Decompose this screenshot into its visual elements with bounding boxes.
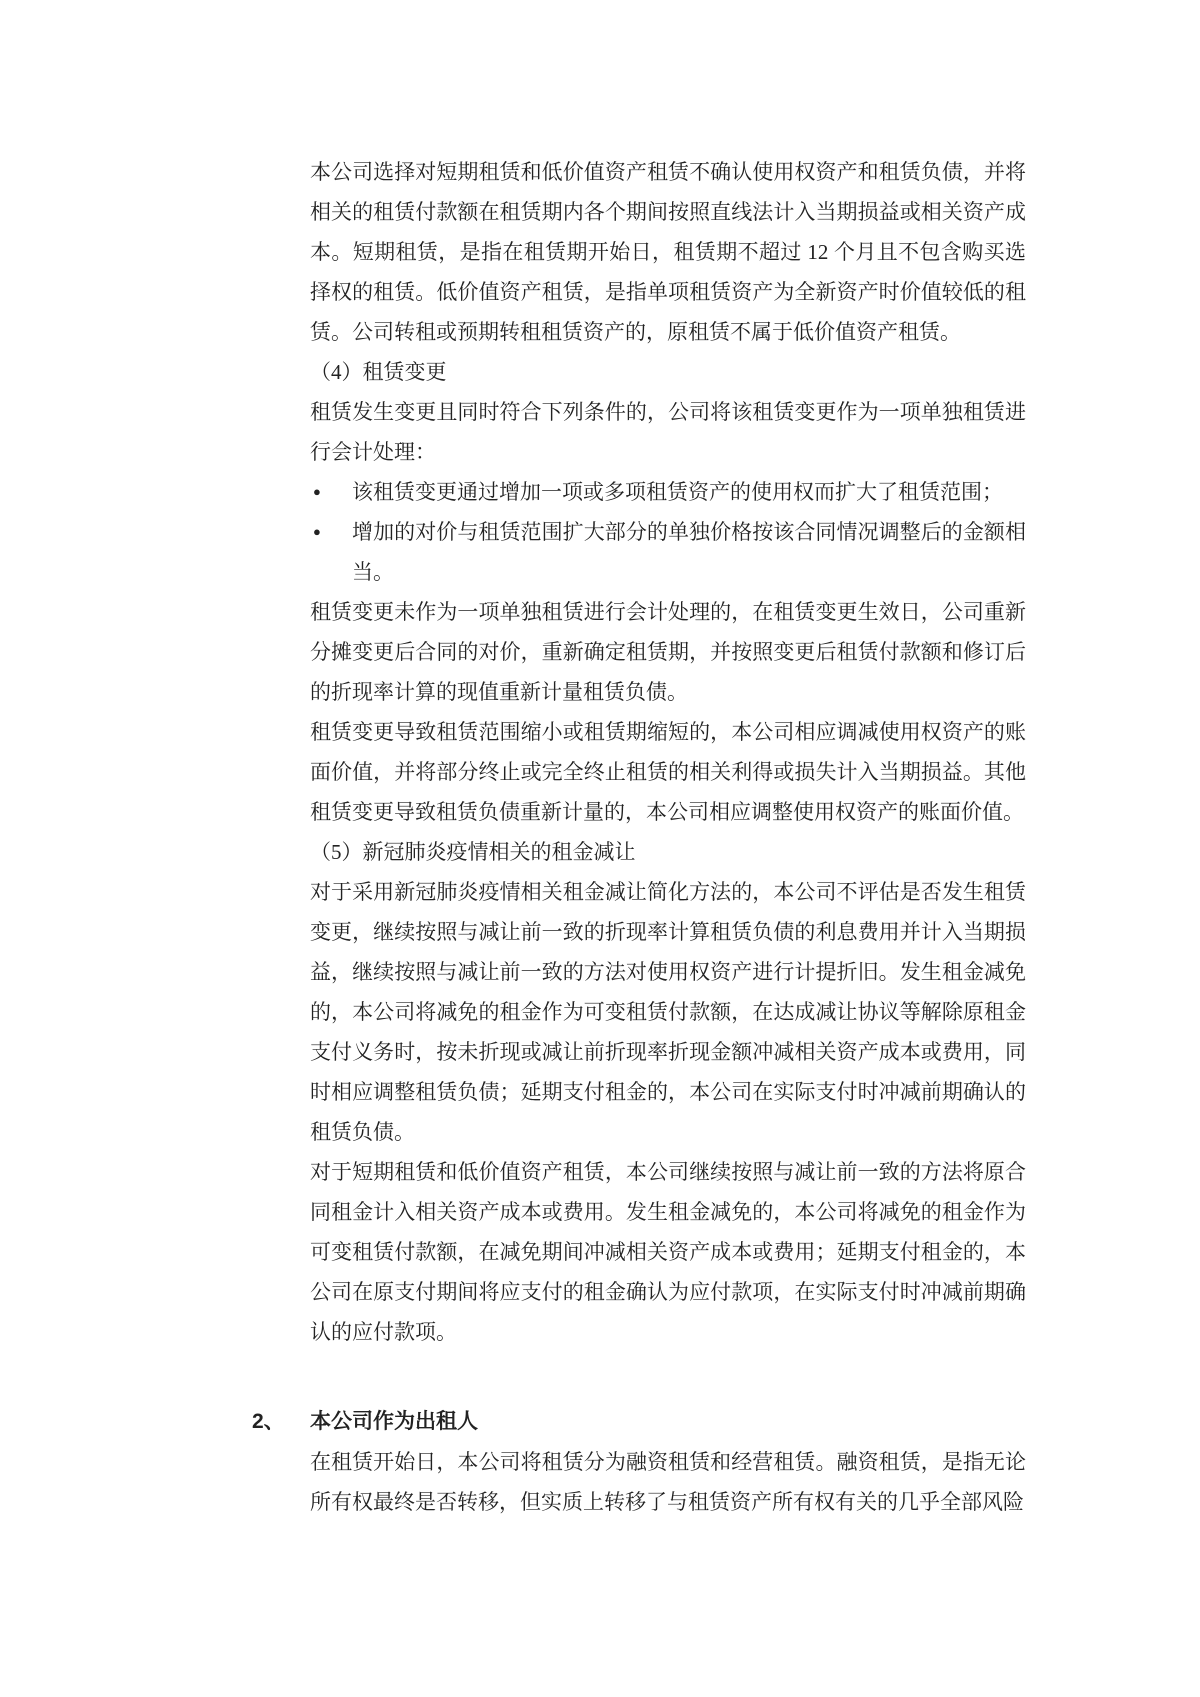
body-paragraph: 租赁变更未作为一项单独租赁进行会计处理的，在租赁变更生效日，公司重新分摊变更后合同的对价，重新确定租赁期，并按照变更后租赁付款额和修订后的折现率计算的现值重新计量租赁负债。: [310, 600, 1026, 704]
bullet-icon: ●: [313, 484, 321, 499]
bullet-icon: ●: [313, 524, 321, 539]
list-item: [310, 512, 1026, 592]
sub-heading-lease-modification: （4）租赁变更: [310, 360, 447, 384]
body-paragraph: 本公司选择对短期租赁和低价值资产租赁不确认使用权资产和租赁负债，并将相关的租赁付款额在租赁期内各个期间按照直线法计入当期损益或相关资产成本。短期租赁，是指在租赁期开始日，租赁期不超过 12 个月且不包含购买选择权的租赁。低价值资产租赁，是指单项租赁资产为全新资产时价值较低的租赁。公司转租或预期转租租赁资产的，原租赁不属于低价值资产租赁。: [310, 160, 1026, 344]
list-item: [310, 472, 1026, 512]
text-column: [252, 152, 1026, 1522]
section-heading-lessor: [252, 1402, 1026, 1442]
body-paragraph: 对于短期租赁和低价值资产租赁，本公司继续按照与减让前一致的方法将原合同租金计入相关资产成本或费用。发生租金减免的，本公司将减免的租金作为可变租赁付款额，在减免期间冲减相关资产成本或费用；延期支付租金的，本公司在原支付期间将应支付的租金确认为应付款项，在实际支付时冲减前期确认的应付款项。: [310, 1160, 1026, 1344]
body-paragraph: 租赁变更导致租赁范围缩小或租赁期缩短的，本公司相应调减使用权资产的账面价值，并将部分终止或完全终止租赁的相关利得或损失计入当期损益。其他租赁变更导致租赁负债重新计量的，本公司相应调整使用权资产的账面价值。: [310, 720, 1026, 824]
sub-heading-covid-rent-concession: （5）新冠肺炎疫情相关的租金减让: [310, 840, 636, 864]
section-title: 本公司作为出租人: [310, 1410, 478, 1433]
list-item-text: 该租赁变更通过增加一项或多项租赁资产的使用权而扩大了租赁范围；: [352, 480, 1003, 504]
body-paragraph: 在租赁开始日，本公司将租赁分为融资租赁和经营租赁。融资租赁，是指无论所有权最终是否转移，但实质上转移了与租赁资产所有权有关的几乎全部风险: [310, 1450, 1026, 1514]
body-paragraph: 租赁发生变更且同时符合下列条件的，公司将该租赁变更作为一项单独租赁进行会计处理：: [310, 400, 1026, 464]
list-item-text: 增加的对价与租赁范围扩大部分的单独价格按该合同情况调整后的金额相当。: [352, 520, 1026, 584]
body-paragraph: 对于采用新冠肺炎疫情相关租金减让简化方法的，本公司不评估是否发生租赁变更，继续按照与减让前一致的折现率计算租赁负债的利息费用并计入当期损益，继续按照与减让前一致的方法对使用权资产进行计提折旧。发生租金减免的，本公司将减免的租金作为可变租赁付款额，在达成减让协议等解除原租金支付义务时，按未折现或减让前折现率折现金额冲减相关资产成本或费用，同时相应调整租赁负债；延期支付租金的，本公司在实际支付时冲减前期确认的租赁负债。: [310, 880, 1026, 1144]
section-number: 2、: [252, 1410, 285, 1433]
